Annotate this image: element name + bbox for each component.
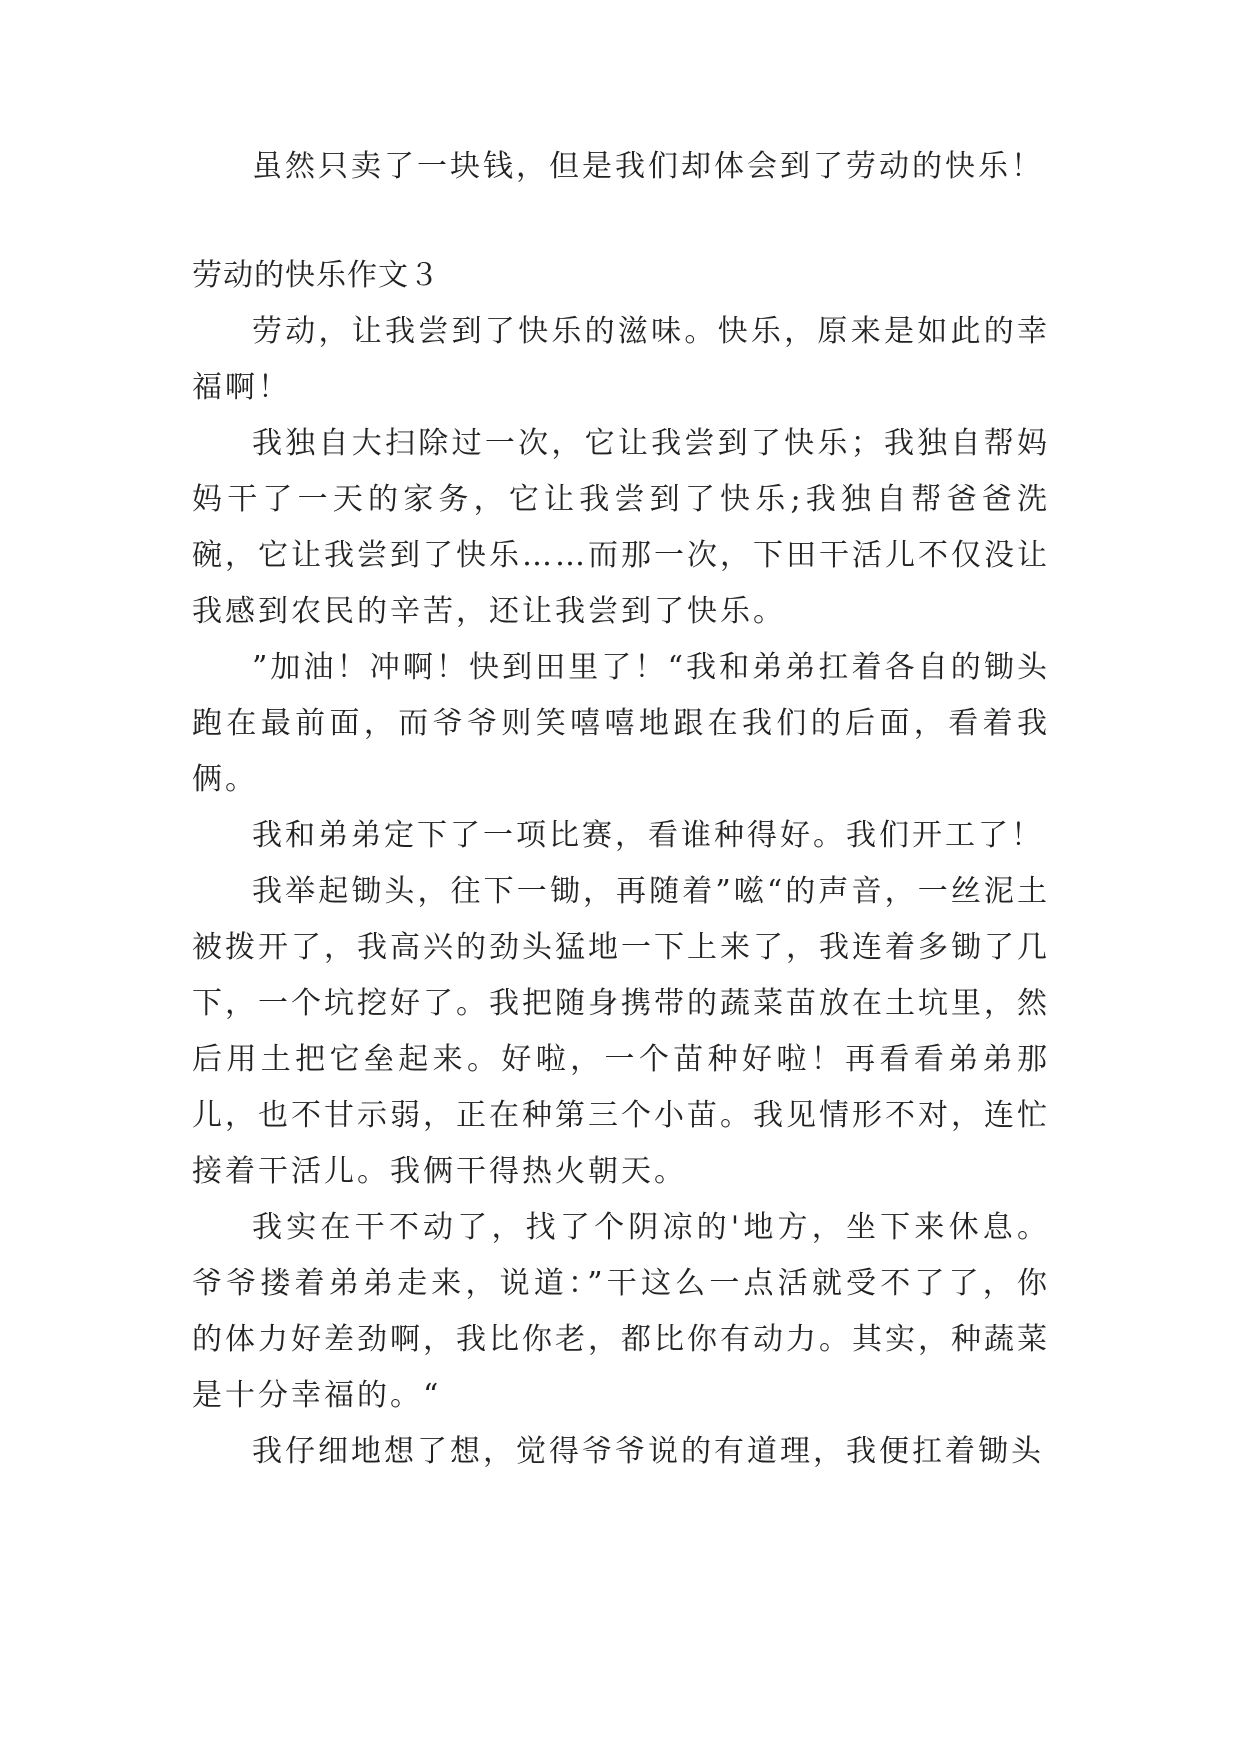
paragraph: 我独自大扫除过一次，它让我尝到了快乐；我独自帮妈妈干了一天的家务，它让我尝到了快乐;我独自帮爸爸洗碗，它让我尝到了快乐……而那一次，下田干活儿不仅没让我感到农民的辛苦，还让我尝到了快乐。: [192, 426, 1050, 629]
paragraph: ”加油！冲啊！快到田里了！“我和弟弟扛着各自的锄头跑在最前面，而爷爷则笑嘻嘻地跟在我们的后面，看着我俩。: [192, 650, 1050, 797]
paragraph: 我仔细地想了想，觉得爷爷说的有道理，我便扛着锄头: [252, 1434, 1044, 1469]
paragraph: 我实在干不动了，找了个阴凉的'地方，坐下来休息。爷爷搂着弟弟走来，说道：”干这么一点活就受不了了，你的体力好差劲啊，我比你老，都比你有动力。其实，种蔬菜是十分幸福的。“: [192, 1210, 1050, 1413]
paragraph: 劳动，让我尝到了快乐的滋味。快乐，原来是如此的幸福啊！: [192, 314, 1050, 405]
article-body: [192, 248, 1050, 1480]
section-title: 劳动的快乐作文３: [192, 258, 440, 293]
intro-line: 虽然只卖了一块钱，但是我们却体会到了劳动的快乐！: [252, 149, 1044, 184]
paragraph: 我和弟弟定下了一项比赛，看谁种得好。我们开工了！: [252, 818, 1044, 853]
intro-block: [192, 139, 1050, 195]
paragraph: 我举起锄头，往下一锄，再随着”嗞“的声音，一丝泥土被拨开了，我高兴的劲头猛地一下上来了，我连着多锄了几下，一个坑挖好了。我把随身携带的蔬菜苗放在土坑里，然后用土把它垒起来。好啦，一个苗种好啦！再看看弟弟那儿，也不甘示弱，正在种第三个小苗。我见情形不对，连忙接着干活儿。我俩干得热火朝天。: [192, 874, 1050, 1189]
